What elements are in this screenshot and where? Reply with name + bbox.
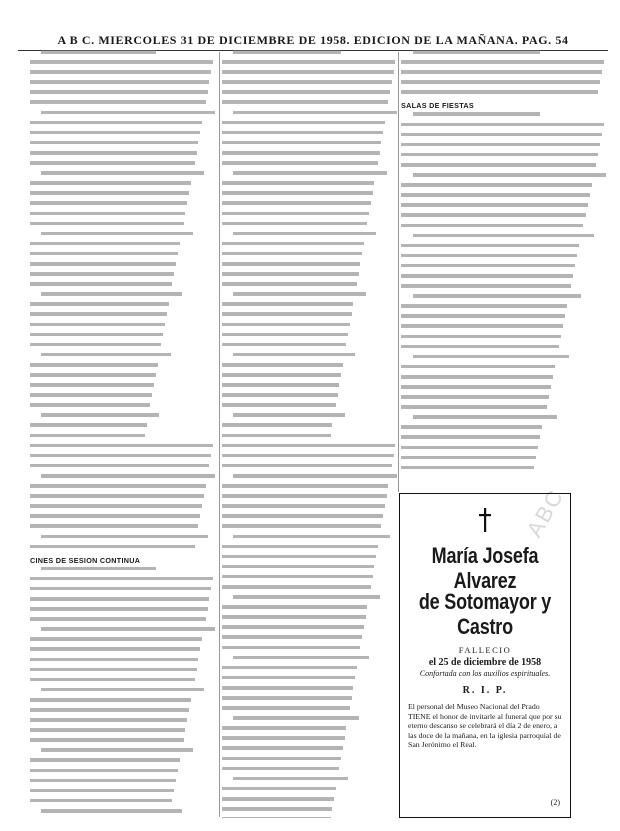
illegible-text-line — [222, 757, 397, 765]
illegible-text-line — [30, 577, 215, 585]
illegible-text-line — [222, 524, 397, 532]
illegible-text-line — [30, 191, 215, 199]
illegible-text-line — [30, 658, 215, 666]
illegible-text-line — [222, 706, 397, 714]
illegible-text-line — [222, 242, 397, 250]
cinema-listings-column-2 — [222, 48, 397, 818]
illegible-text-line — [30, 708, 215, 716]
obituary-notice — [399, 493, 571, 818]
illegible-text-line — [30, 698, 215, 706]
illegible-text-line — [222, 454, 397, 462]
illegible-text-line — [401, 466, 606, 473]
illegible-text-line — [222, 191, 397, 199]
illegible-text-line — [30, 514, 215, 522]
illegible-text-line — [30, 333, 215, 341]
illegible-text-line — [30, 403, 215, 411]
confortada-text: Confortada con los auxilios espirituales. — [419, 669, 551, 678]
illegible-text-line — [30, 50, 215, 58]
illegible-text-line — [30, 535, 215, 543]
illegible-text-line — [222, 181, 397, 189]
fallecio-label: FALLECIO — [458, 645, 512, 655]
illegible-text-line — [222, 343, 397, 351]
illegible-text-line — [222, 494, 397, 502]
illegible-text-line — [30, 748, 215, 756]
illegible-text-line — [401, 456, 606, 464]
illegible-text-line — [30, 597, 215, 605]
illegible-text-line — [30, 494, 215, 502]
illegible-text-line — [222, 646, 397, 654]
illegible-text-line — [222, 565, 397, 573]
illegible-text-line — [30, 504, 215, 512]
illegible-text-line — [401, 254, 606, 262]
cross-icon — [478, 508, 492, 532]
illegible-text-line — [222, 373, 397, 381]
illegible-text-line — [30, 587, 215, 595]
illegible-text-line — [30, 688, 215, 696]
illegible-text-line — [222, 282, 397, 290]
illegible-text-line — [222, 302, 397, 310]
illegible-text-line — [222, 797, 397, 805]
illegible-text-line — [401, 143, 606, 151]
listing-text-block — [222, 50, 397, 818]
illegible-text-line — [30, 161, 215, 169]
illegible-text-line — [401, 304, 606, 312]
illegible-text-line — [222, 262, 397, 270]
illegible-text-line — [222, 676, 397, 684]
illegible-text-line — [30, 282, 215, 290]
illegible-text-line — [222, 545, 397, 553]
illegible-text-line — [222, 353, 397, 361]
illegible-text-line — [30, 201, 215, 209]
illegible-text-line — [30, 80, 215, 88]
illegible-text-line — [222, 777, 397, 785]
illegible-text-line — [401, 405, 606, 413]
section-heading: CINES DE SESION CONTINUA — [30, 555, 141, 565]
illegible-text-line — [401, 274, 606, 282]
illegible-text-line — [30, 212, 215, 220]
illegible-text-line — [30, 809, 215, 817]
illegible-text-line — [401, 335, 606, 343]
illegible-text-line — [401, 355, 606, 363]
illegible-text-line — [401, 234, 606, 242]
illegible-text-line — [222, 726, 397, 734]
illegible-text-line — [222, 555, 397, 563]
illegible-text-line — [222, 656, 397, 664]
illegible-text-line — [222, 474, 397, 482]
illegible-text-line — [30, 171, 215, 179]
illegible-text-line — [222, 635, 397, 643]
illegible-text-line — [30, 323, 215, 331]
illegible-text-line — [401, 60, 606, 68]
illegible-text-line — [222, 90, 397, 98]
illegible-text-line — [222, 767, 397, 775]
illegible-text-line — [222, 696, 397, 704]
illegible-text-line — [30, 779, 215, 787]
illegible-text-line — [30, 131, 215, 139]
illegible-text-line — [222, 80, 397, 88]
illegible-text-line — [30, 769, 215, 777]
illegible-text-line — [30, 393, 215, 401]
deceased-name-line-2: de Sotomayor y Castro — [418, 589, 552, 639]
illegible-text-line — [222, 787, 397, 795]
illegible-text-line — [401, 183, 606, 191]
illegible-text-line — [222, 403, 397, 411]
illegible-text-line — [30, 242, 215, 250]
illegible-text-line — [30, 637, 215, 645]
illegible-text-line — [30, 474, 215, 482]
illegible-text-line — [401, 314, 606, 322]
illegible-text-line — [222, 363, 397, 371]
illegible-text-line — [401, 80, 606, 88]
illegible-text-line — [401, 435, 606, 443]
illegible-text-line — [222, 292, 397, 300]
illegible-text-line — [222, 423, 397, 431]
illegible-text-line — [30, 454, 215, 462]
illegible-text-line — [222, 625, 397, 633]
notice-number: (2) — [550, 798, 560, 807]
illegible-text-line — [30, 90, 215, 98]
illegible-text-line — [30, 524, 215, 532]
illegible-text-line — [30, 789, 215, 797]
illegible-text-line — [222, 151, 397, 159]
illegible-text-line — [30, 121, 215, 129]
illegible-text-line — [30, 668, 215, 676]
illegible-text-line — [222, 393, 397, 401]
illegible-text-line — [222, 535, 397, 543]
illegible-text-line — [401, 244, 606, 252]
illegible-text-line — [222, 323, 397, 331]
illegible-text-line — [401, 173, 606, 181]
illegible-text-line — [222, 131, 397, 139]
illegible-text-line — [401, 324, 606, 332]
illegible-text-line — [222, 716, 397, 724]
illegible-text-line — [401, 193, 606, 201]
illegible-text-line — [222, 111, 397, 119]
illegible-text-line — [30, 545, 215, 553]
illegible-text-line — [222, 161, 397, 169]
illegible-text-line — [30, 292, 215, 300]
illegible-text-line — [30, 647, 215, 655]
illegible-text-line — [30, 383, 215, 391]
page-header: A B C. MIERCOLES 31 DE DICIEMBRE DE 1958. EDICION DE LA MAÑANA. PAG. 54 — [18, 32, 608, 51]
illegible-text-line — [401, 345, 606, 353]
illegible-text-line — [222, 464, 397, 472]
illegible-text-line — [30, 799, 215, 807]
illegible-text-line — [222, 312, 397, 320]
illegible-text-line — [222, 736, 397, 744]
illegible-text-line — [222, 171, 397, 179]
listing-text-block — [30, 50, 215, 553]
illegible-text-line — [222, 333, 397, 341]
illegible-text-line — [222, 666, 397, 674]
illegible-text-line — [30, 353, 215, 361]
illegible-text-line — [222, 746, 397, 754]
illegible-text-line — [401, 70, 606, 78]
illegible-text-line — [30, 151, 215, 159]
listing-text-block — [401, 112, 606, 473]
illegible-text-line — [401, 163, 606, 171]
illegible-text-line — [30, 60, 215, 68]
watermark-logo: ABC — [521, 484, 569, 542]
illegible-text-line — [30, 464, 215, 472]
illegible-text-line — [401, 264, 606, 272]
illegible-text-line — [222, 444, 397, 452]
illegible-text-line — [222, 222, 397, 230]
illegible-text-line — [30, 484, 215, 492]
illegible-text-line — [222, 60, 397, 68]
cinema-listings-column-1 — [30, 48, 215, 818]
illegible-text-line — [30, 373, 215, 381]
illegible-text-line — [30, 252, 215, 260]
illegible-text-line — [401, 385, 606, 393]
illegible-text-line — [30, 627, 215, 635]
illegible-text-line — [401, 112, 606, 120]
illegible-text-line — [222, 201, 397, 209]
illegible-text-line — [401, 415, 606, 423]
illegible-text-line — [222, 50, 397, 58]
illegible-text-line — [401, 133, 606, 141]
illegible-text-line — [401, 50, 606, 58]
illegible-text-line — [222, 232, 397, 240]
illegible-text-line — [30, 222, 215, 230]
illegible-text-line — [30, 423, 215, 431]
illegible-text-line — [222, 70, 397, 78]
illegible-text-line — [30, 607, 215, 615]
illegible-text-line — [30, 617, 215, 625]
illegible-text-line — [30, 567, 215, 575]
illegible-text-line — [401, 395, 606, 403]
illegible-text-line — [222, 595, 397, 603]
illegible-text-line — [222, 121, 397, 129]
illegible-text-line — [222, 605, 397, 613]
section-heading: SALAS DE FIESTAS — [401, 101, 474, 111]
illegible-text-line — [401, 294, 606, 302]
illegible-text-line — [401, 203, 606, 211]
obituary-body: El personal del Museo Nacional del Prado TIENE el honor de invitarle al funeral que por su eterno descanso se celebrará el día 2 de enero, a las doce de la mañana, en la iglesia parroquial de San Jerónimo el Real. — [408, 702, 562, 750]
illegible-text-line — [401, 224, 606, 232]
illegible-text-line — [222, 413, 397, 421]
illegible-text-line — [30, 232, 215, 240]
illegible-text-line — [30, 272, 215, 280]
illegible-text-line — [30, 728, 215, 736]
illegible-text-line — [222, 252, 397, 260]
illegible-text-line — [222, 383, 397, 391]
listing-text-block — [30, 567, 215, 818]
death-date: el 25 de diciembre de 1958 — [428, 657, 542, 668]
illegible-text-line — [401, 213, 606, 221]
illegible-text-line — [30, 111, 215, 119]
illegible-text-line — [30, 181, 215, 189]
cinema-listings-column-3 — [401, 48, 606, 473]
illegible-text-line — [222, 504, 397, 512]
deceased-name-line-1: María Josefa Alvarez — [431, 543, 539, 593]
illegible-text-line — [401, 365, 606, 373]
illegible-text-line — [222, 434, 397, 442]
illegible-text-line — [222, 514, 397, 522]
illegible-text-line — [401, 123, 606, 131]
illegible-text-line — [222, 807, 397, 815]
illegible-text-line — [222, 141, 397, 149]
illegible-text-line — [401, 375, 606, 383]
rip-text: R. I. P. — [462, 685, 508, 696]
illegible-text-line — [401, 90, 606, 98]
illegible-text-line — [30, 434, 215, 442]
illegible-text-line — [30, 100, 215, 108]
illegible-text-line — [30, 758, 215, 766]
illegible-text-line — [401, 284, 606, 292]
illegible-text-line — [30, 302, 215, 310]
illegible-text-line — [30, 413, 215, 421]
illegible-text-line — [222, 585, 397, 593]
illegible-text-line — [222, 817, 397, 818]
illegible-text-line — [30, 718, 215, 726]
illegible-text-line — [222, 484, 397, 492]
illegible-text-line — [30, 363, 215, 371]
illegible-text-line — [30, 141, 215, 149]
illegible-text-line — [30, 678, 215, 686]
illegible-text-line — [222, 272, 397, 280]
illegible-text-line — [30, 444, 215, 452]
illegible-text-line — [30, 738, 215, 746]
illegible-text-line — [30, 262, 215, 270]
illegible-text-line — [401, 446, 606, 454]
illegible-text-line — [401, 153, 606, 161]
illegible-text-line — [222, 212, 397, 220]
listing-text-block — [401, 50, 606, 98]
illegible-text-line — [222, 686, 397, 694]
illegible-text-line — [401, 425, 606, 433]
illegible-text-line — [222, 575, 397, 583]
column-rule — [219, 52, 220, 817]
illegible-text-line — [30, 70, 215, 78]
illegible-text-line — [222, 615, 397, 623]
illegible-text-line — [30, 343, 215, 351]
illegible-text-line — [30, 312, 215, 320]
column-rule — [398, 52, 399, 492]
illegible-text-line — [222, 100, 397, 108]
